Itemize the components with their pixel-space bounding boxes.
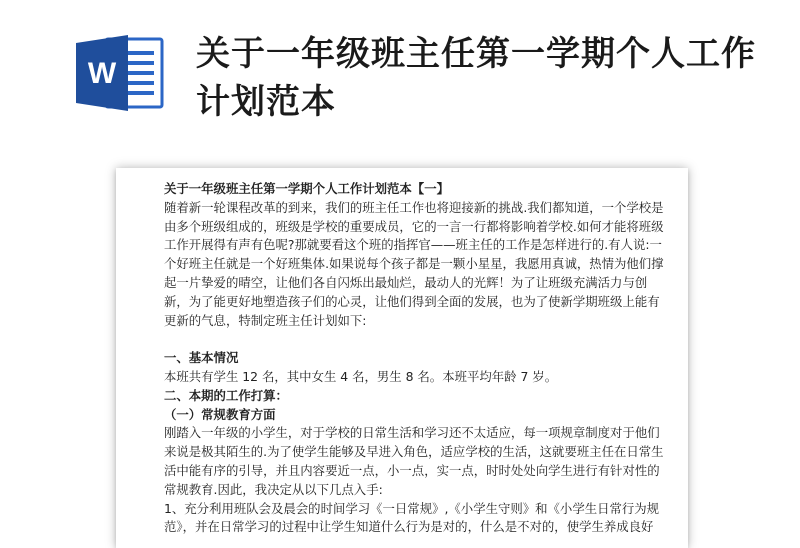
document-body [164, 180, 664, 537]
page-title: 关于一年级班主任第一学期个人工作计划范本 [196, 34, 756, 122]
section2-subtitle: （一）常规教育方面 [164, 406, 276, 422]
paragraph-gap [164, 330, 664, 349]
section1-body: 本班共有学生 12 名，其中女生 4 名，男生 8 名。本班平均年龄 7 岁。 [164, 368, 558, 384]
section2-title: 二、本期的工作打算： [164, 387, 288, 403]
word-document-icon [76, 33, 166, 113]
list-item-1: 1、充分利用班队会及晨会的时间学习《一日常规》,《小学生守则》和《小学生日常行为规范》，并在日常学习的过程中让学生知道什么行为是对的，什么是不对的，使学生养成良好 [164, 500, 660, 535]
intro-paragraph: 随着新一轮课程改革的到来，我们的班主任工作也将迎接新的挑战.我们都知道，一个学校是由多个班级组成的，班级是学校的重要成员，它的一言一行都将影响着学校.如何才能将班级工作开展得有声有色呢?那就要看这个班的指挥官——班主任的工作是怎样进行的.有人说:一个好班主任就是一个好班集体.如果说每个孩子都是一颗小星星，我愿用真诚，热情为他们撑起一片挚爱的晴空，让他们各自闪烁出最灿烂，最动人的光辉！为了让班级充满活力与创新，为了能更好地塑造孩子们的心灵，让他们得到全面的发展，也为了使新学期班级上能有更新的气息，特制定班主任计划如下: [164, 199, 664, 328]
section1-title: 一、基本情况 [164, 350, 239, 366]
word-icon-letter: W [87, 57, 117, 90]
document-heading: 关于一年级班主任第一学期个人工作计划范本【一】 [164, 181, 449, 196]
header [0, 0, 800, 140]
section2-body: 刚踏入一年级的小学生，对于学校的日常生活和学习还不太适应，每一项规章制度对于他们来说是极其陌生的.为了使学生能够及早进入角色，适应学校的生活，这就要班主任在日常生活中能有序的引导，并且内容要近一点，小一点，实一点，时时处处向学生进行有针对性的常规教育.因此，我决定从以下几点入手: [164, 425, 664, 497]
